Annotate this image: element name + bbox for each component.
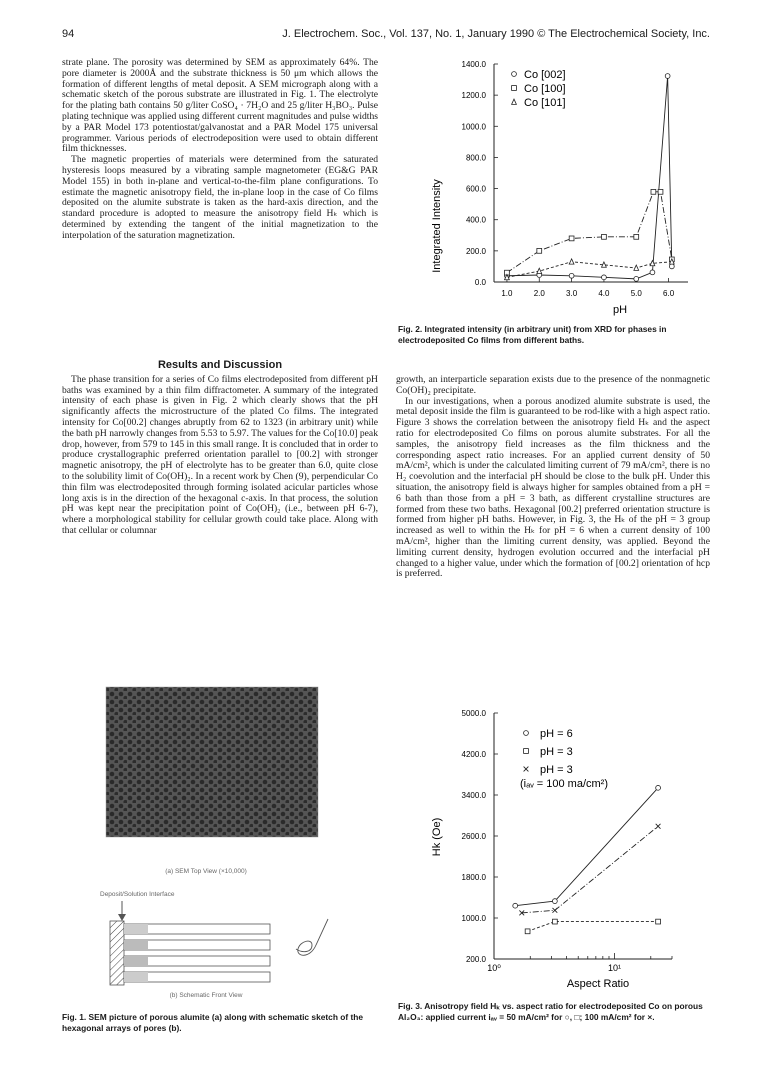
fig2-chart <box>418 56 710 318</box>
fig3-y-tick-label: 1800.0 <box>461 873 486 882</box>
fig3-series-line <box>522 826 658 913</box>
running-header <box>62 28 710 42</box>
left-column-top <box>62 58 378 242</box>
fig2-y-tick-label: 1000.0 <box>461 122 486 132</box>
fig1-label-top: (a) SEM Top View (×10,000) <box>165 868 247 875</box>
paragraph: The phase transition for a series of Co films electrodeposited from different pH baths was examined by a thin film diffractometer. A summary of the integrated intensity of each phase is given in Fig. 2 which clearly shows that the pH significantly affects the microstructure of the plated Co films. The integrated intensity for Co[00.2] changes abruptly from 62 to 1323 (in arbitrary unit) while the bath pH narrowly changes from 5.53 to 5.97. The values for the Co[10.0] peak drop, however, from 579 to 145 in this small range. It is concluded that in order to produce crystallographic preferred orientation parallel to [00.2] with stronger magnetic anisotropy, the pH of electrolyte has to be greater than 6.0, quite close to the solubility limit of Co(OH)₂. In a recent work by Chen (9), perpendicular Co thin film was electrodeposited through forming isolated acicular particles whose long axis is in the direction of the hexagonal c-axis. In that process, the solution pH was kept near the precipitation point of Co(OH)₂ (i.e., between pH 6-7), where a morphological stability for cellular growth could take place. Along with that cellular or columnar <box>62 373 378 536</box>
fig2-data-point <box>569 273 574 278</box>
fig2-y-tick-label: 600.0 <box>465 184 486 194</box>
fig3-series-line <box>528 922 659 932</box>
right-column-text <box>396 375 710 580</box>
fig2-data-point <box>602 234 607 239</box>
fig3-legend-label: pH = 3 <box>540 764 573 776</box>
fig3-data-point <box>552 908 557 913</box>
fig2-data-point <box>665 74 670 79</box>
page-number: 94 <box>62 28 75 40</box>
fig3-legend-marker <box>524 749 529 754</box>
fig2-legend-marker <box>512 72 517 77</box>
fig3-y-tick-label: 4200.0 <box>461 750 486 759</box>
fig2-x-tick-label: 1.0 <box>501 289 513 298</box>
fig2-data-point <box>650 270 655 275</box>
fig1-caption: Fig. 1. SEM picture of porous alumite (a) along with schematic sketch of the hexagonal arrays of pores (b). <box>62 1012 364 1033</box>
fig2-x-tick-label: 5.0 <box>630 289 642 298</box>
fig3-chart <box>418 705 710 993</box>
fig3-y-tick-label: 3400.0 <box>461 791 486 800</box>
fig3-data-point <box>513 903 518 908</box>
journal-citation: J. Electrochem. Soc., Vol. 137, No. 1, January 1990 © The Electrochemical Society, Inc. <box>282 28 710 40</box>
section-heading: Results and Discussion <box>157 359 283 371</box>
fig3-x-tick-label: 10¹ <box>607 963 622 973</box>
paragraph: The magnetic properties of materials were determined from the saturated hysteresis loops measured by a vibrating sample magnetometer (EG&G PAR Model 155) in both in-plane and vertical-to-the-film plane configurations. To estimate the magnetic anisotropy field, the in-plane loop in the case of Co films deposited on the alumite substrate is taken as the hard-axis direction, and the standard procedure is adopted to measure the anisotropy field Hₖ which is determined by extending the tangent of the initial magnetization to the interpolation of the saturation magnetization. <box>62 154 378 241</box>
fig3-data-point <box>552 899 557 904</box>
fig2-data-point <box>569 259 574 264</box>
fig3-caption: Fig. 3. Anisotropy field Hₖ vs. aspect ratio for electrodeposited Co on porous Al₂O₃: applied current iₐᵥ = 50 mA/cm² for ○, □; 100 mA/cm² for ×. <box>398 1001 703 1022</box>
fig2-data-point <box>569 236 574 241</box>
fig2-y-tick-label: 0.0 <box>474 278 486 287</box>
fig3-legend-label: pH = 6 <box>540 728 573 740</box>
fig2-y-tick-label: 200.0 <box>465 246 486 256</box>
fig2-data-point <box>669 264 674 269</box>
fig3-y-tick-label: 2600.0 <box>461 832 486 841</box>
fig2-y-tick-label: 1400.0 <box>461 60 486 69</box>
fig3-x-tick-label: 10⁰ <box>487 963 501 973</box>
fig1 <box>100 683 336 1005</box>
fig2-data-point <box>602 275 607 280</box>
fig2-data-point <box>634 234 639 239</box>
fig2-xlabel: pH <box>612 304 628 316</box>
fig3-ylabel: Hk (Oe) <box>431 817 443 857</box>
fig2-data-point <box>634 276 639 281</box>
fig2-x-tick-label: 3.0 <box>566 289 578 298</box>
fig3-legend-label: pH = 3 <box>540 746 573 758</box>
fig1-label-bottom: (b) Schematic Front View <box>169 992 243 999</box>
fig3-legend-label: (iₐᵥ = 100 ma/cm²) <box>520 778 609 790</box>
fig3-data-point <box>525 929 530 934</box>
fig2-y-tick-label: 800.0 <box>465 153 486 163</box>
fig2-x-tick-label: 6.0 <box>663 289 675 298</box>
fig2-series-line <box>507 192 672 273</box>
fig3-data-point <box>656 824 661 829</box>
fig2-data-point <box>651 189 656 194</box>
fig3-data-point <box>656 785 661 790</box>
fig2-y-tick-label: 400.0 <box>465 215 486 225</box>
fig3-data-point <box>552 919 557 924</box>
left-column-results <box>62 360 378 537</box>
fig1-label-interface: Deposit/Solution Interface <box>100 891 175 898</box>
fig2-data-point <box>658 189 663 194</box>
fig3-xlabel: Aspect Ratio <box>566 978 630 990</box>
sem-micrograph <box>106 687 318 837</box>
fig3-legend-marker <box>524 767 529 772</box>
fig2-legend-marker <box>512 86 517 91</box>
paragraph: In our investigations, when a porous anodized alumite substrate is used, the metal deposit inside the film is guaranteed to be rod-like with a high aspect ratio. Figure 3 shows the correlation between the anisotropy field Hₖ and the aspect ratio for electrodeposited Co films on porous alumite substrates. For all the samples, the anisotropy field increases as the film thickness and the corresponding aspect ratio increases. For an applied current density of 50 mA/cm², which is under the calculated limiting current of 79 mA/cm², there is no H₂ coevolution and the interfacial pH should be close to the bulk pH. Under this situation, the anisotropy field is always higher for samples obtained from a pH = 6 bath than those from a pH = 3 bath, as different crystalline structures are formed from these two baths. Hexagonal [00.2] preferred orientation structure is formed from higher pH baths. However, in Fig. 3, the Hₖ of the pH = 3 group increased as well to within the Hₖ for pH = 6 when a current density of 100 mA/cm², higher than the limiting current density, was applied. Beyond the limiting current density, hydrogen evolution occurred and the interfacial pH changed to a higher value, under which the formation of [00.2] orientation of hcp is preferred. <box>396 395 710 580</box>
fig2-legend-label: Co [100] <box>524 83 566 95</box>
fig2-x-tick-label: 4.0 <box>598 289 610 298</box>
fig2-legend-label: Co [101] <box>524 97 566 109</box>
paragraph: strate plane. The porosity was determined by SEM as approximately 64%. The pore diameter is 2000Å and the substrate thickness is 50 μm which allows the formation of different lengths of metal deposit. A SEM micrograph along with a schematic sketch of the porous substrate are illustrated in Fig. 1. The electrolyte for the plating bath contains 50 g/liter CoSO₄ · 7H₂O and 25 g/liter H₃BO₃. Pulse plating technique was applied using different current magnitudes and pulse widths by a PAR Model 173 potentiostat/galvanostat and a PAR Model 175 universal programmer. Various periods of electrodeposition were used to obtain different film thicknesses. <box>62 57 378 155</box>
fig3-data-point <box>656 919 661 924</box>
fig3-series-line <box>515 788 658 906</box>
fig2-y-tick-label: 1200.0 <box>461 91 486 101</box>
fig3-y-tick-label: 1000.0 <box>461 914 486 923</box>
fig3-y-tick-label: 200.0 <box>465 955 486 964</box>
fig2-legend-label: Co [002] <box>524 69 566 81</box>
fig3-legend-marker <box>524 731 529 736</box>
fig2-x-tick-label: 2.0 <box>533 289 545 298</box>
paragraph: growth, an interparticle separation exists due to the presence of the nonmagnetic Co(OH)₂ precipitate. <box>396 374 710 396</box>
fig2-caption: Fig. 2. Integrated intensity (in arbitrary unit) from XRD for phases in electrodeposited Co films from different baths. <box>398 324 667 345</box>
schematic-front-view <box>110 919 328 985</box>
fig2-data-point <box>634 265 639 270</box>
fig2-data-point <box>537 248 542 253</box>
fig3-y-tick-label: 5000.0 <box>461 709 486 718</box>
fig2-ylabel: Integrated Intensity <box>431 179 443 273</box>
fig2-legend-marker <box>512 99 517 104</box>
fig2-data-point <box>537 268 542 273</box>
